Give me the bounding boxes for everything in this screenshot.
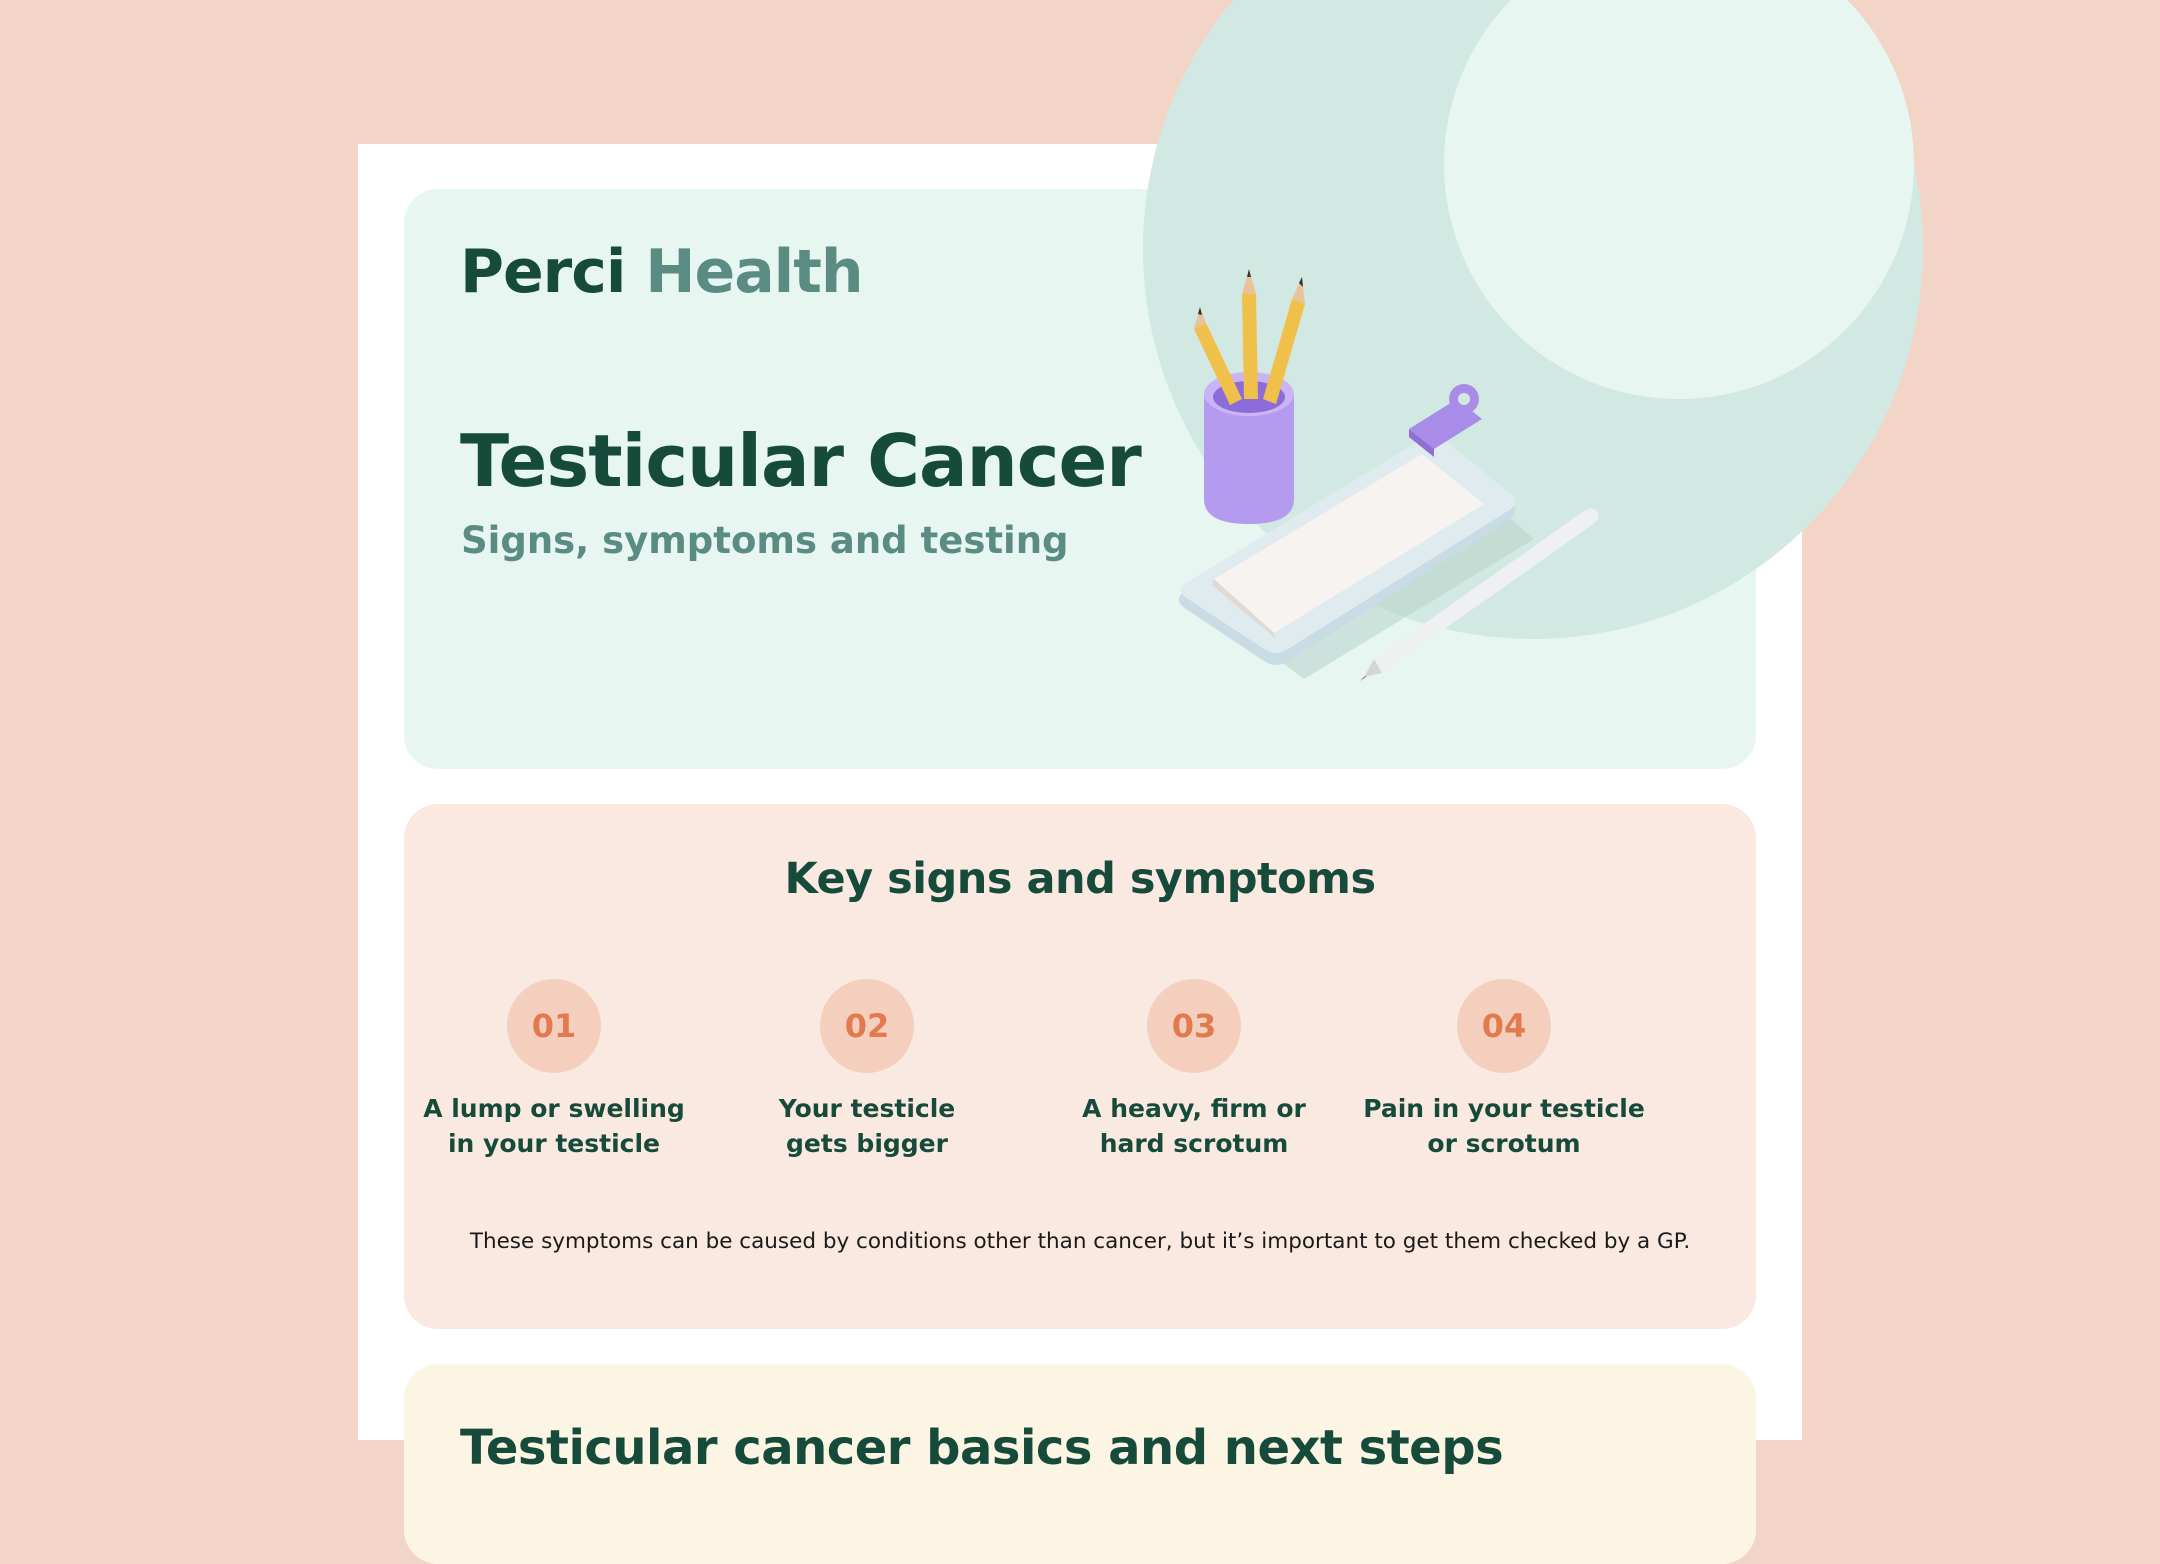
symptom-text-line1: A heavy, firm or (1082, 1094, 1306, 1123)
symptom-text (1044, 1091, 1344, 1161)
document-page (358, 144, 1802, 1476)
symptom-text-line1: Pain in your testicle (1363, 1094, 1645, 1123)
pencil-cup-clipboard-illustration (1164, 249, 1634, 749)
basics-section (404, 1364, 1756, 1564)
symptom-number-badge: 01 (507, 979, 601, 1073)
symptom-text-line2: or scrotum (1427, 1129, 1581, 1158)
symptom-number-badge: 02 (820, 979, 914, 1073)
symptom-item-01 (404, 979, 704, 1161)
symptom-item-03 (1044, 979, 1344, 1161)
symptom-number-badge: 03 (1147, 979, 1241, 1073)
symptom-text-line2: gets bigger (786, 1129, 948, 1158)
symptom-text-line2: hard scrotum (1099, 1129, 1289, 1158)
logo-word-health: Health (645, 237, 863, 307)
symptoms-disclaimer: These symptoms can be caused by conditions other than cancer, but it’s important to get them checked by a GP. (469, 1229, 1691, 1254)
hero-banner (404, 189, 1756, 769)
symptom-text-line2: in your testicle (447, 1129, 661, 1158)
symptom-number-badge: 04 (1457, 979, 1551, 1073)
symptom-item-04 (1354, 979, 1654, 1161)
symptom-item-02 (717, 979, 1017, 1161)
page-subtitle: Signs, symptoms and testing (461, 519, 1069, 562)
symptom-text (1354, 1091, 1654, 1161)
symptom-text (404, 1091, 704, 1161)
basics-section-title: Testicular cancer basics and next steps (460, 1420, 1504, 1476)
page-title: Testicular Cancer (460, 419, 1141, 503)
symptom-text-line1: Your testicle (778, 1094, 956, 1123)
section-title: Key signs and symptoms (784, 854, 1376, 904)
symptom-text-line1: A lump or swelling (423, 1094, 685, 1123)
perci-health-logo (460, 237, 863, 307)
key-symptoms-section (404, 804, 1756, 1329)
logo-word-perci: Perci (460, 237, 626, 307)
symptom-text (717, 1091, 1017, 1161)
